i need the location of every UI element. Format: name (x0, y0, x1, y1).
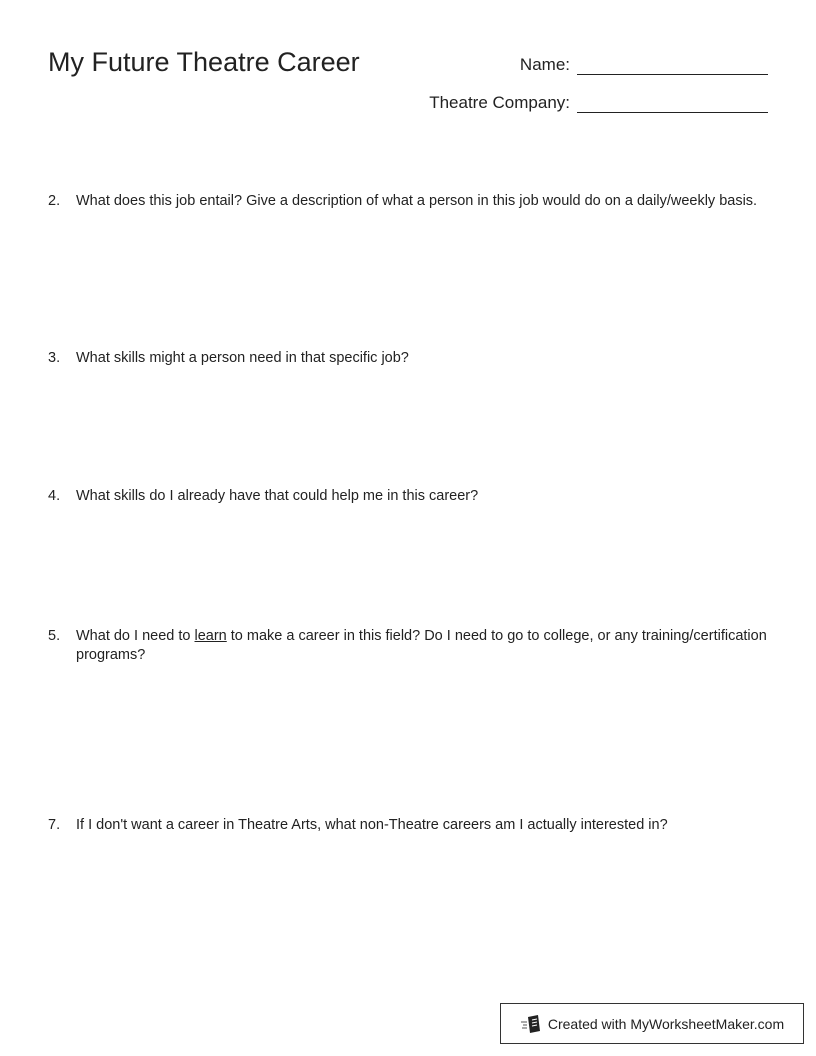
question-text: What skills might a person need in that specific job? (76, 350, 409, 366)
name-label: Name: (519, 55, 570, 74)
question-text-part: What do I need to (76, 628, 195, 644)
question-text: What skills do I already have that could help me in this career? (76, 488, 479, 504)
name-field (520, 55, 768, 75)
question-text: If I don't want a career in Theatre Arts, what non-Theatre careers am I actually interested in? (76, 817, 668, 833)
question-4 (48, 487, 770, 506)
footer-credit[interactable] (500, 1003, 804, 1044)
page-title: My Future Theatre Career (48, 47, 360, 77)
question-5 (48, 627, 770, 665)
name-blank-line[interactable] (577, 56, 768, 75)
question-text: What does this job entail? Give a description of what a person in this job would do on a daily/weekly basis. (76, 193, 758, 209)
question-number: 2. (48, 193, 61, 209)
question-7 (48, 816, 770, 835)
company-field (429, 93, 768, 113)
question-number: 3. (48, 350, 61, 366)
question-2 (48, 192, 770, 211)
question-text (76, 627, 770, 665)
question-number: 7. (48, 817, 61, 833)
question-text-part: to make a career in this field? Do I need to go to college, or any training/certification programs? (76, 628, 767, 663)
question-3 (48, 349, 770, 368)
company-label: Theatre Company: (429, 93, 570, 112)
company-blank-line[interactable] (577, 94, 768, 113)
underlined-word: learn (194, 628, 227, 644)
question-number: 4. (48, 488, 61, 504)
question-number: 5. (48, 628, 61, 644)
footer-text: Created with MyWorksheetMaker.com (547, 1015, 785, 1032)
worksheet-maker-logo-icon (520, 1014, 542, 1034)
